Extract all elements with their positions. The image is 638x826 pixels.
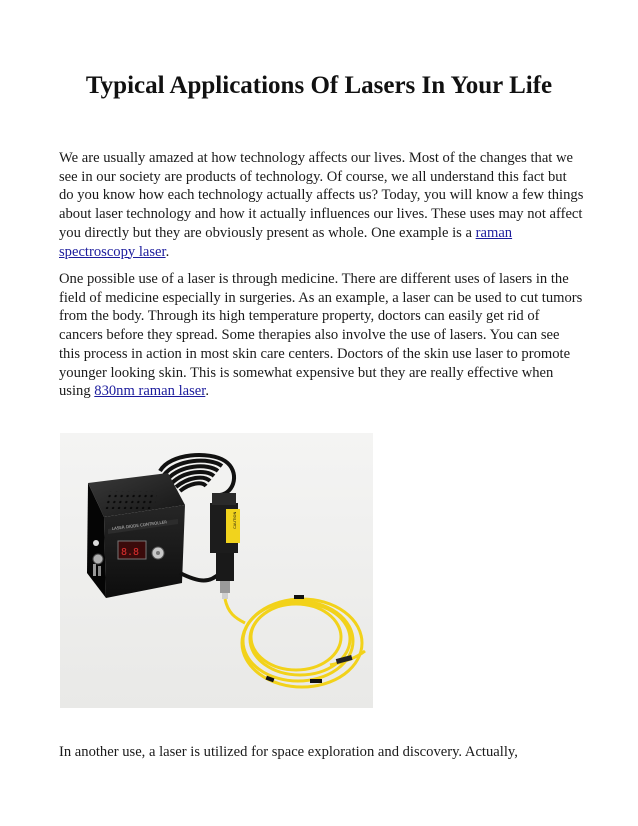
raman-spectroscopy-laser-link[interactable]: raman spectroscopy laser (59, 224, 513, 260)
paragraph-medicine-end: . (205, 383, 209, 400)
paragraph-medicine (59, 270, 584, 401)
paragraph-intro (59, 149, 584, 261)
svg-text:LASER DIODE CONTROLLER: LASER DIODE CONTROLLER (111, 519, 168, 531)
page-title: Typical Applications Of Lasers In Your Life (85, 72, 553, 99)
paragraph-space: In another use, a laser is utilized for space exploration and discovery. Actually, (59, 744, 518, 760)
controller-box (87, 473, 185, 598)
svg-text:CAUTION: CAUTION (232, 511, 237, 529)
paragraph-medicine-text: One possible use of a laser is through medicine. There are different uses of lasers in the field of medicine especially in surgeries. As an example, a laser can be used to cut tumors from the body. Through its high temperature property, doctors can easily get rid of cancers before they spread. Some therapies also involve the use of lasers. You can see this process in action in most skin care centers. Doctors of the skin use laser to promote younger looking skin. This is somewhat expensive but they are really effective when using (59, 271, 583, 400)
svg-text:8.8: 8.8 (121, 547, 140, 558)
paragraph-intro-text: We are usually amazed at how technology affects our lives. Most of the changes that we see in our society are products of technology. Of course, we all understand this fact but do you know how each technology actually affects us? Today, you will know a few things about laser technology and how it actually influences our lives. These uses may not affect you directly but they are obviously present as whole. One example is a (59, 150, 584, 241)
830nm-raman-laser-link[interactable]: 830nm raman laser (94, 383, 206, 400)
laser-device-photo (60, 433, 373, 708)
paragraph-intro-end: . (165, 243, 170, 260)
